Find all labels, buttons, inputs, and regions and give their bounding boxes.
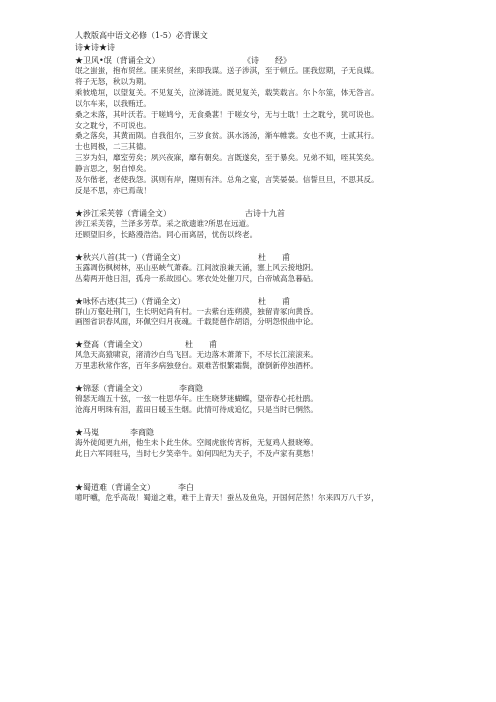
poem-heading [75, 252, 462, 263]
poem-author: 杜 甫 [258, 252, 290, 262]
poem-title: ★涉江采芙蓉（背诵全文） [75, 208, 171, 218]
poem-line: 万里悲秋常作客，百年多病独登台。艰难苦恨繁霜鬓，潦倒新停浊酒杯。 [75, 361, 318, 371]
poem-line: 还顾望旧乡，长路漫浩浩。同心而离居，忧伤以终老。 [75, 229, 258, 239]
poem-line: 反是不思，亦已焉哉！ [75, 185, 151, 195]
poem-wei-feng-meng [75, 55, 462, 197]
poem-line: 士也罔极，二三其德。 [75, 142, 151, 152]
poem-jin-se [75, 383, 462, 416]
poem-heading [75, 55, 462, 66]
poem-line: 风急天高猿啸哀，渚清沙白鸟飞回。无边落木萧萧下，不尽长江滚滚来。 [75, 350, 318, 360]
document-title: 人教版高中语文必修（1-5）必背课文 [75, 31, 208, 40]
poem-line: 锦瑟无端五十弦，一弦一柱思华年。庄生晓梦迷蝴蝶，望帝春心托杜鹃。 [75, 394, 318, 404]
poem-line: 将子无怒，秋以为期。 [75, 76, 151, 86]
poem-line: 以尔车来，以我贿迁。 [75, 98, 151, 108]
poem-line: 及尔偕老，老使我怨。淇则有岸，隰则有泮。总角之宴，言笑晏晏。信誓旦旦，不思其反。 [75, 175, 379, 185]
poem-title: ★马嵬 [75, 427, 99, 437]
poem-qiu-xing [75, 252, 462, 285]
poem-heading [75, 296, 462, 307]
poem-deng-gao [75, 339, 462, 372]
poem-heading [75, 427, 462, 438]
poem-heading [75, 482, 462, 493]
poem-title: ★蜀道难（背诵全文） [75, 482, 155, 492]
poem-title: ★锦瑟（背诵全文） [75, 384, 147, 394]
poem-author: 杜 甫 [258, 296, 290, 306]
poem-line: 噫吁嚱，危乎高哉！蜀道之难，难于上青天！蚕丛及鱼凫，开国何茫然！尔来四万八千岁， [75, 492, 379, 502]
poem-title: ★卫风•氓（背诵全文） [75, 56, 160, 65]
poem-line: 涉江采芙蓉，兰泽多芳草。采之欲遗谁?所思在远道。 [75, 218, 254, 228]
poem-yong-huai-gu-ji [75, 296, 462, 329]
poem-author: 李商隐 [179, 384, 203, 394]
poem-title: ★秋兴八首(其一)（背诵全文） [75, 252, 186, 262]
poem-heading [75, 383, 462, 394]
poem-line: 此日六军同驻马，当时七夕笑牵牛。如何四纪为天子，不及卢家有莫愁！ [75, 448, 318, 458]
poem-she-jiang-cai-fu-rong [75, 208, 462, 241]
poem-line: 桑之未落，其叶沃若。于嗟鸠兮，无食桑葚！于嗟女兮，无与士耽！士之耽兮，犹可说也。 [75, 109, 379, 119]
poem-line: 群山万壑赴荆门，生长明妃尚有村。一去紫台连朔漠，独留青冢向黄昏。 [75, 306, 318, 316]
poem-line: 氓之蚩蚩，抱布贸丝。匪来贸丝，来即我谋。送子涉淇，至于顿丘。匪我愆期，子无良媒。 [75, 66, 379, 75]
poem-author: 李白 [178, 482, 194, 492]
section-title: 诗★诗★诗 [75, 43, 115, 52]
poem-author: 古诗十九首 [245, 208, 285, 218]
poem-line: 桑之落矣，其黄而陨。自我徂尔，三岁食贫。淇水汤汤，渐车帷裳。女也不爽，士贰其行。 [75, 131, 379, 141]
poem-line: 女之耽兮，不可说也。 [75, 120, 151, 130]
poem-line: 沧海月明珠有泪，蓝田日暖玉生烟。此情可待成追忆，只是当时已惘然。 [75, 405, 318, 415]
poem-line: 画图省识春风面，环佩空归月夜魂。千载琵琶作胡语，分明怨恨曲中论。 [75, 317, 318, 327]
poem-ma-wei [75, 427, 462, 460]
poem-author: 杜 甫 [185, 340, 217, 350]
poem-line: 三岁为妇，靡室劳矣；夙兴夜寐，靡有朝矣。言既遂矣，至于暴矣。兄弟不知，咥其笑矣。 [75, 153, 379, 163]
poem-line: 玉露凋伤枫树林，巫山巫峡气萧森。江间波浪兼天涌，塞上风云接地阴。 [75, 262, 318, 272]
poem-heading [75, 339, 462, 350]
poem-line: 丛菊两开他日泪，孤舟一系故园心。寒衣处处催刀尺，白帝城高急暮砧。 [75, 273, 318, 283]
poem-author: 李商隐 [130, 427, 154, 437]
poem-heading [75, 208, 462, 219]
poem-author: 《诗 经》 [243, 56, 291, 65]
poem-shu-dao-nan [75, 482, 462, 504]
poem-title: ★登高（背诵全文） [75, 340, 147, 350]
poem-line: 海外徒闻更九州，他生未卜此生休。空闻虎旅传宵柝，无复鸡人报晓筹。 [75, 437, 318, 447]
poem-line: 静言思之，躬自悼矣。 [75, 164, 151, 174]
poem-line: 乘彼垝垣，以望复关。不见复关，泣涕涟涟。既见复关，载笑载言。尔卜尔筮，体无咎言。 [75, 87, 379, 97]
poem-title: ★咏怀古迹(其三)（背诵全文） [75, 296, 186, 306]
